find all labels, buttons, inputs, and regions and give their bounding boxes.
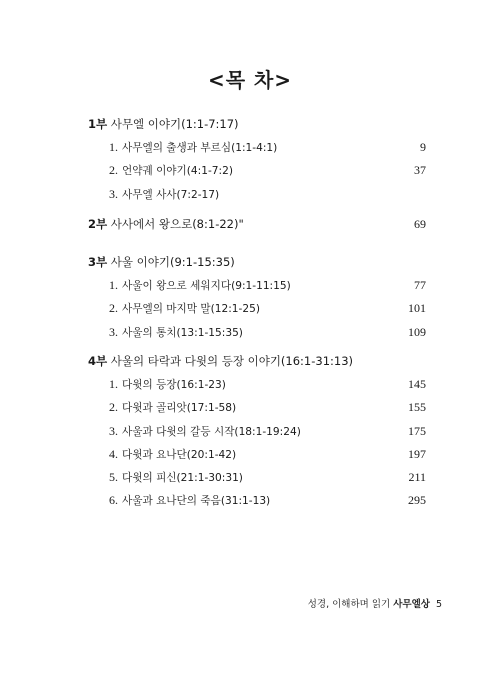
part-title: 사울 이야기(9:1-15:35) <box>107 255 235 269</box>
entry-page: 37 <box>414 163 426 178</box>
entry-number: 2. <box>109 301 118 316</box>
toc-entry[interactable] <box>88 443 428 466</box>
entry-number: 4. <box>109 446 118 461</box>
toc-entry[interactable] <box>88 183 428 206</box>
entry-title: 사울이 왕으로 세워지다(9:1-11:15) <box>122 280 291 292</box>
entry-title: 사울과 요나단의 죽음(31:1-13) <box>122 495 271 508</box>
entry-number: 3. <box>109 324 118 339</box>
part-number: 4부 <box>88 354 108 368</box>
entry-number: 1. <box>109 140 118 154</box>
entry-page: 295 <box>408 493 426 508</box>
part-title: 사울의 타락과 다윗의 등장 이야기(16:1-31:13) <box>107 354 354 368</box>
part-heading[interactable] <box>88 116 428 132</box>
entry-title: 다윗과 골리앗(17:1-58) <box>122 402 237 415</box>
toc-part-1 <box>88 116 428 206</box>
toc-entry[interactable] <box>88 466 428 489</box>
entry-page: 155 <box>408 400 426 415</box>
entry-number: 1. <box>109 377 118 391</box>
entry-page: 175 <box>408 423 426 438</box>
toc-part-3 <box>88 254 428 344</box>
entry-page: 109 <box>408 324 426 339</box>
entry-title: 사무엘의 마지막 말(12:1-25) <box>122 303 260 316</box>
toc-part-2 <box>88 216 428 232</box>
part-heading[interactable] <box>88 254 428 270</box>
entry-number: 2. <box>109 400 118 415</box>
footer-book-name: 사무엘상 <box>393 599 430 610</box>
toc-entry[interactable] <box>88 420 428 443</box>
entry-title: 사울과 다윗의 갈등 시작(18:1-19:24) <box>122 425 301 438</box>
part-number: 1부 <box>88 117 108 131</box>
part-heading[interactable] <box>88 353 428 369</box>
entry-title: 다윗의 피신(21:1-30:31) <box>122 472 243 485</box>
toc-part-4 <box>88 353 428 513</box>
toc-entry[interactable] <box>88 297 428 320</box>
entry-page: 9 <box>420 140 426 154</box>
toc-entry[interactable] <box>88 321 428 344</box>
entry-number: 5. <box>109 470 118 485</box>
page-footer <box>308 596 442 610</box>
toc-entry[interactable] <box>88 274 428 297</box>
toc-entry[interactable] <box>88 396 428 419</box>
entry-title: 사무엘 사사(7:2-17) <box>122 188 220 201</box>
entry-title: 언약궤 이야기(4:1-7:2) <box>122 165 233 178</box>
part-title: 사무엘 이야기(1:1-7:17) <box>107 117 239 131</box>
part-title: 사사에서 왕으로(8:1-22)" <box>107 217 244 231</box>
part-page: 69 <box>414 217 426 231</box>
entry-number: 6. <box>109 493 118 508</box>
page-title: <목 차> <box>207 68 293 92</box>
entry-title: 다윗의 등장(16:1-23) <box>122 379 226 391</box>
part-number: 2부 <box>88 217 108 231</box>
entry-page: 101 <box>408 301 426 316</box>
toc-entry[interactable] <box>88 489 428 512</box>
entry-number: 1. <box>109 278 118 292</box>
footer-page-number: 5 <box>435 599 442 610</box>
part-number: 3부 <box>88 255 108 269</box>
entry-title: 사울의 통치(13:1-15:35) <box>122 326 243 339</box>
entry-number: 3. <box>109 423 118 438</box>
entry-page: 197 <box>408 446 426 461</box>
part-heading[interactable] <box>88 216 428 232</box>
toc-entry[interactable] <box>88 159 428 182</box>
entry-page: 77 <box>414 278 426 292</box>
entry-title: 사무엘의 출생과 부르심(1:1-4:1) <box>122 142 278 154</box>
toc-entry[interactable] <box>88 373 428 396</box>
entry-page: 211 <box>408 470 426 485</box>
entry-page: 145 <box>408 377 426 391</box>
entry-number: 3. <box>109 186 118 201</box>
toc-entry[interactable] <box>88 136 428 159</box>
entry-number: 2. <box>109 163 118 178</box>
footer-book-title: 성경, 이해하며 읽기 <box>307 599 394 610</box>
entry-title: 다윗과 요나단(20:1-42) <box>122 448 237 461</box>
